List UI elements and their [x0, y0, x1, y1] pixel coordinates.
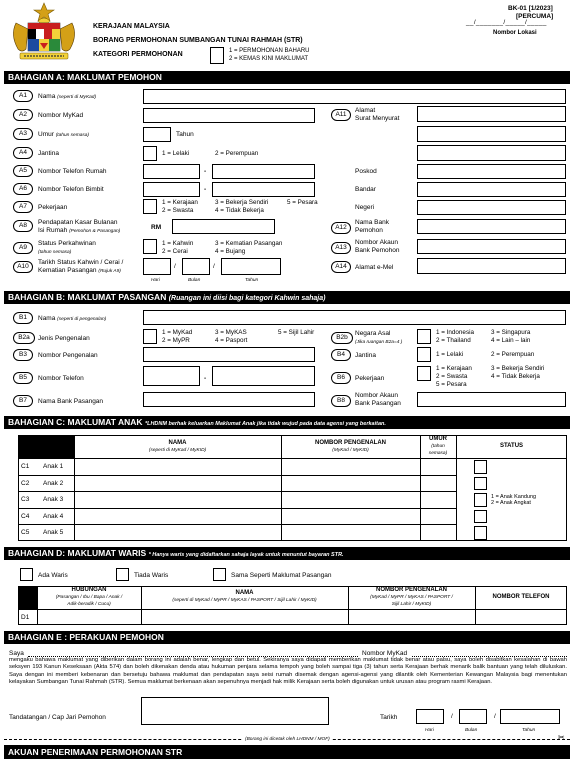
has-heir-checkbox[interactable]	[20, 568, 33, 581]
a9-note: (tahun semasa)	[38, 250, 72, 255]
section-a-title: BAHAGIAN A: MAKLUMAT PEMOHON	[4, 71, 570, 84]
b7-bank-name-input[interactable]	[143, 392, 315, 407]
date-label: Tarikh	[380, 714, 398, 721]
no-heir-checkbox[interactable]	[116, 568, 129, 581]
b2b-country-input[interactable]	[417, 329, 431, 344]
heir-phone-input[interactable]	[476, 610, 566, 624]
a10-year-input[interactable]	[221, 258, 281, 275]
postcode-label: Poskod	[355, 168, 377, 175]
sign-year-caption: Tahun	[522, 728, 536, 733]
heir-relation-input[interactable]	[38, 610, 140, 624]
code-b4: B4	[331, 349, 351, 361]
sign-year-input[interactable]	[500, 709, 560, 724]
a7-option-4: 4 = Tidak Bekerja	[215, 207, 264, 214]
signature-box[interactable]	[141, 697, 329, 725]
a10-day-input[interactable]	[143, 258, 171, 275]
b2b-option-4: 4 = Lain – lain	[491, 337, 531, 344]
code-a1: A1	[13, 90, 33, 102]
child-age-input[interactable]	[421, 492, 455, 507]
code-a3: A3	[13, 128, 33, 140]
section-c-title: BAHAGIAN C: MAKLUMAT ANAK *LHDNM berhak keluarkan Maklumat Anak jika tidak wujud pada data agensi yang berkaitan.	[4, 416, 570, 429]
postcode-input[interactable]	[417, 164, 566, 179]
code-a13: A13	[331, 242, 351, 254]
footer-title: AKUAN PENERIMAAN PERMOHONAN STR	[4, 745, 570, 759]
a7-option-2: 2 = Swasta	[162, 207, 194, 214]
a10-label-2: Kematian Pasangan (Rujuk A9)	[38, 267, 121, 274]
a11-address-line-2[interactable]	[417, 126, 566, 142]
b4-gender-input[interactable]	[417, 347, 431, 362]
b5-prefix-input[interactable]	[143, 366, 200, 386]
children-col-status: STATUS	[499, 443, 524, 449]
code-b7: B7	[13, 395, 33, 407]
form-title: BORANG PERMOHONAN SUMBANGAN TUNAI RAHMAH (STR)	[93, 37, 303, 44]
a6-prefix-input[interactable]	[143, 182, 200, 197]
child-name-input[interactable]	[75, 525, 280, 540]
a11-address-line-3[interactable]	[417, 145, 566, 161]
code-b2a: B2a	[13, 332, 35, 344]
signature-label: Tandatangan / Cap Jari Pemohon	[9, 714, 106, 721]
b1-label: Nama (seperti di pengenalan)	[38, 315, 107, 322]
same-as-spouse-checkbox[interactable]	[213, 568, 226, 581]
children-col-age: UMUR (tahun semasa)	[428, 436, 448, 456]
code-a4: A4	[13, 147, 33, 159]
child-id-input[interactable]	[282, 509, 419, 524]
city-input[interactable]	[417, 182, 566, 197]
child-row-code: C4	[21, 512, 30, 520]
a13-account-input[interactable]	[417, 239, 566, 254]
status-option-1: 1 = Anak Kandung	[491, 494, 537, 500]
b6-option-2: 2 = Swasta	[436, 373, 468, 380]
a4-option-1: 1 = Lelaki	[162, 150, 190, 157]
has-heir-label: Ada Waris	[38, 572, 68, 579]
b2a-id-type-input[interactable]	[143, 329, 157, 344]
b8-label-1: Nombor Akaun	[355, 392, 398, 399]
a7-option-1: 1 = Kerajaan	[162, 199, 198, 206]
no-heir-label: Tiada Waris	[134, 572, 169, 579]
code-b2b: B2b	[331, 332, 353, 344]
code-a5: A5	[13, 165, 33, 177]
form-code: BK-01 [1/2023]	[508, 5, 553, 12]
a8-label-1: Pendapatan Kasar Bulanan	[38, 219, 118, 226]
child-row-label: Anak 2	[43, 479, 64, 487]
a10-month-caption: Bulan	[188, 278, 201, 283]
b6-option-3: 3 = Bekerja Sendiri	[491, 365, 545, 372]
b6-occupation-input[interactable]	[417, 366, 431, 381]
a7-option-5: 5 = Pesara	[287, 199, 318, 206]
a9-option-4: 4 = Bujang	[215, 248, 246, 255]
government-name: KERAJAAN MALAYSIA	[93, 23, 170, 30]
children-col-id: NOMBOR PENGENALAN (MyKad / MyKID)	[314, 440, 386, 453]
heir-table-corner	[18, 586, 37, 609]
state-label: Negeri	[355, 204, 375, 211]
child-name-input[interactable]	[75, 492, 280, 507]
a5-area-code-input[interactable]	[143, 164, 200, 179]
sign-month-input[interactable]	[459, 709, 487, 724]
b4-option-2: 2 = Perempuan	[491, 351, 535, 358]
a8-income-input[interactable]	[172, 219, 275, 234]
a9-option-1: 1 = Kahwin	[162, 240, 194, 247]
a1-label: Nama (seperti di MyKad)	[38, 93, 97, 100]
a11-address-line-1[interactable]	[417, 106, 566, 122]
child-age-input[interactable]	[421, 459, 455, 474]
b7-label: Nama Bank Pasangan	[38, 398, 104, 405]
code-b3: B3	[13, 349, 33, 361]
status-option-2: 2 = Anak Angkat	[491, 500, 531, 506]
code-a12: A12	[331, 222, 351, 234]
heir-name-input[interactable]	[142, 610, 347, 624]
location-mask: __/_______/_____/_____	[466, 19, 547, 26]
child-status-input[interactable]	[474, 493, 487, 507]
b3-id-number-input[interactable]	[143, 347, 315, 362]
b2a-option-1: 1 = MyKad	[162, 329, 193, 336]
b3-label: Nombor Pengenalan	[38, 352, 98, 359]
b2b-option-3: 3 = Singapura	[491, 329, 531, 336]
b2b-label: Negara Asal	[355, 330, 391, 337]
code-a6: A6	[13, 183, 33, 195]
a9-marital-input[interactable]	[143, 239, 157, 254]
child-age-input[interactable]	[421, 525, 455, 540]
a5-number-input[interactable]	[212, 164, 315, 179]
a6-number-input[interactable]	[212, 182, 315, 197]
children-col-divider-4	[456, 435, 457, 541]
heir-col-phone: NOMBOR TELEFON	[492, 594, 550, 600]
a8-currency: RM	[151, 224, 162, 231]
child-name-input[interactable]	[75, 459, 280, 474]
child-row-label: Anak 5	[43, 529, 64, 537]
child-id-input[interactable]	[282, 459, 419, 474]
a11-label-1: Alamat	[355, 107, 376, 114]
a4-label: Jantina	[38, 150, 59, 157]
child-row-code: C2	[21, 479, 30, 487]
child-age-input[interactable]	[421, 509, 455, 524]
b2b-option-2: 2 = Thailand	[436, 337, 471, 344]
free-label: [PERCUMA]	[516, 13, 554, 20]
child-row-label: Anak 4	[43, 512, 64, 520]
coat-of-arms-logo	[4, 1, 84, 63]
declaration-text: mengaku bahawa maklumat yang diberikan dalam borang ini adalah benar, lengkap dan betul. Sekiranya saya didapati memberikan maklumat tidak benar atau palsu, saya boleh disabitkan kesalahan di bawah seksyen 193 Kanun Keseksaan (Akta 574) dan boleh dikenakan denda atau hukuman penjara selama tempoh yang boleh sampai tiga (3) tahun serta Kerajaan berhak menarik balik bantuan yang telah diluluskan. Saya dengan ini memberi kebenaran dan bersetuju bahawa maklumat dan pendapatan saya seisi rumah disemak dengan agensi-agensi yang dilantik oleh Kementerian Kewangan Malaysia bagi menentukan kelayakan Sumbangan Tunai Rahmah (STR). Semua maklumat berkenaan akan sepenuhnya menjadi hak milik Kerajaan serta boleh digunakan untuk urusan atau program rasmi Kerajaan.	[9, 657, 567, 685]
a12-bank-name-input[interactable]	[417, 219, 566, 234]
child-id-input[interactable]	[282, 492, 419, 507]
child-row-label: Anak 3	[43, 496, 64, 504]
printed-by-note: (Borang ini dicetak oleh LHDNM / MOF)	[245, 737, 330, 742]
a2-mykad-input[interactable]	[143, 108, 315, 123]
a7-option-3: 3 = Bekerja Sendiri	[215, 199, 269, 206]
b6-label: Pekerjaan	[355, 375, 385, 382]
code-a10: A10	[13, 261, 33, 273]
child-id-input[interactable]	[282, 525, 419, 540]
a9-label: Status Perkahwinan	[38, 240, 96, 247]
b6-option-5: 5 = Pesara	[436, 381, 467, 388]
b1-name-input[interactable]	[143, 310, 566, 325]
a12-label-1: Nama Bank	[355, 219, 389, 226]
a10-month-input[interactable]	[182, 258, 210, 275]
a14-label: Alamat e-Mel	[355, 264, 394, 271]
child-status-input[interactable]	[474, 460, 487, 474]
code-b6: B6	[331, 372, 351, 384]
a13-label-2: Bank Pemohon	[355, 247, 400, 254]
b2b-note: (Jika ruangan B2a=4 )	[355, 340, 403, 345]
child-id-input[interactable]	[282, 476, 419, 491]
heir-col-id: NOMBOR PENGENALAN (MyKad / MyPR / MyKAS / PASPORT / Sijil Lahir / MyKID)	[370, 587, 453, 607]
a10-label-1: Tarikh Status Kahwin / Cerai /	[38, 259, 124, 266]
a2-label: Nombor MyKad	[38, 112, 84, 119]
child-status-input[interactable]	[474, 526, 487, 540]
b4-option-1: 1 = Lelaki	[436, 351, 464, 358]
child-row-code: C3	[21, 496, 30, 504]
b2a-option-3: 3 = MyKAS	[215, 329, 247, 336]
a12-label-2: Pemohon	[355, 227, 383, 234]
a5-label: Nombor Telefon Rumah	[38, 168, 107, 175]
code-a7: A7	[13, 201, 33, 213]
category-input[interactable]	[210, 47, 224, 64]
a9-option-3: 3 = Kematian Pasangan	[215, 240, 283, 247]
a1-name-input[interactable]	[143, 89, 566, 104]
a14-email-input[interactable]	[417, 258, 566, 274]
a8-label-2: Isi Rumah (Pemohon & Pasangan)	[38, 227, 121, 234]
heir-col-relation: HUBUNGAN (Pasangan / Ibu / Bapa / Anak / Adik-beradik / Cucu)	[55, 587, 123, 607]
a10-separator-2: /	[213, 263, 215, 270]
declaration-mykad-label: Nombor MyKad	[362, 650, 408, 657]
a3-unit: Tahun	[176, 131, 194, 138]
sign-day-caption: Hari	[425, 728, 434, 733]
code-a2: A2	[13, 109, 33, 121]
state-input[interactable]	[417, 200, 566, 215]
child-row-code: C5	[21, 529, 30, 537]
code-a14: A14	[331, 261, 351, 273]
section-e-title: BAHAGIAN E : PERAKUAN PEMOHON	[4, 631, 570, 644]
children-col-name: NAMA (seperti di MyKad / MyKID)	[148, 440, 207, 453]
code-b1: B1	[13, 312, 33, 324]
b8-account-input[interactable]	[417, 392, 566, 407]
code-a9: A9	[13, 242, 33, 254]
a7-label: Pekerjaan	[38, 204, 68, 211]
b6-option-4: 4 = Tidak Bekerja	[491, 373, 540, 380]
location-label: Nombor Lokasi	[493, 30, 537, 36]
code-a11: A11	[331, 109, 351, 121]
b2a-option-5: 5 = Sijil Lahir	[278, 329, 315, 336]
a10-year-caption: Tahun	[245, 278, 259, 283]
a4-gender-input[interactable]	[143, 146, 157, 161]
a10-day-caption: Hari	[151, 278, 160, 283]
a4-option-2: 2 = Perempuan	[215, 150, 259, 157]
child-row-label: Anak 1	[43, 463, 64, 470]
a9-option-2: 2 = Cerai	[162, 248, 188, 255]
sign-month-caption: Bulan	[465, 728, 478, 733]
b2a-option-4: 4 = Pasport	[215, 337, 248, 344]
child-status-input[interactable]	[474, 477, 487, 491]
child-status-input[interactable]	[474, 510, 487, 524]
child-age-input[interactable]	[421, 476, 455, 491]
children-table-corner	[18, 435, 74, 458]
code-b5: B5	[13, 372, 33, 384]
a7-occupation-input[interactable]	[143, 199, 157, 214]
city-label: Bandar	[355, 186, 376, 193]
heir-col-name: NAMA (seperti di MyKad / MyPR / MyKAS / PASPORT / Sijil Lahir / MyKID)	[172, 590, 317, 603]
heir-row-code: D1	[21, 614, 30, 621]
category-label: KATEGORI PERMOHONAN	[93, 51, 183, 58]
b5-label: Nombor Telefon	[38, 375, 84, 382]
code-a8: A8	[13, 220, 33, 232]
a3-age-input[interactable]	[143, 127, 171, 142]
b4-label: Jantina	[355, 352, 376, 359]
b5-number-input[interactable]	[212, 366, 315, 386]
sign-day-input[interactable]	[416, 709, 444, 724]
code-b8: B8	[331, 395, 351, 407]
sign-separator-2: /	[494, 713, 496, 720]
same-as-spouse-label: Sama Seperti Maklumat Pasangan	[231, 572, 332, 579]
declaration-saya: Saya	[9, 650, 24, 657]
a5-separator: -	[204, 168, 207, 175]
a11-label-2: Surat Menyurat	[355, 115, 400, 122]
heir-id-input[interactable]	[349, 610, 474, 624]
b8-label-2: Bank Pasangan	[355, 400, 401, 407]
child-row-code: C1	[21, 463, 30, 470]
category-option-2: 2 = KEMAS KINI MAKLUMAT	[229, 56, 309, 62]
section-d-title: BAHAGIAN D: MAKLUMAT WARIS * Hanya waris yang didaftarkan sahaja layak untuk menuntut bayaran STR.	[4, 547, 570, 560]
b6-option-1: 1 = Kerajaan	[436, 365, 472, 372]
section-b-title: BAHAGIAN B: MAKLUMAT PASANGAN (Ruangan ini diisi bagi kategori Kahwin sahaja)	[4, 291, 570, 304]
child-name-input[interactable]	[75, 476, 280, 491]
b5-separator: -	[204, 375, 207, 382]
child-name-input[interactable]	[75, 509, 280, 524]
scissors-icon: ✂	[558, 733, 565, 742]
a6-separator: -	[204, 186, 207, 193]
sign-separator-1: /	[451, 713, 453, 720]
a13-label-1: Nombor Akaun	[355, 239, 398, 246]
a6-label: Nombor Telefon Bimbit	[38, 186, 104, 193]
b2b-option-1: 1 = Indonesia	[436, 329, 474, 336]
b2a-option-2: 2 = MyPR	[162, 337, 190, 344]
a10-separator-1: /	[174, 263, 176, 270]
b2a-label: Jenis Pengenalan	[38, 335, 90, 342]
a3-label: Umur (tahun semasa)	[38, 131, 90, 138]
category-option-1: 1 = PERMOHONAN BAHARU	[229, 48, 310, 54]
